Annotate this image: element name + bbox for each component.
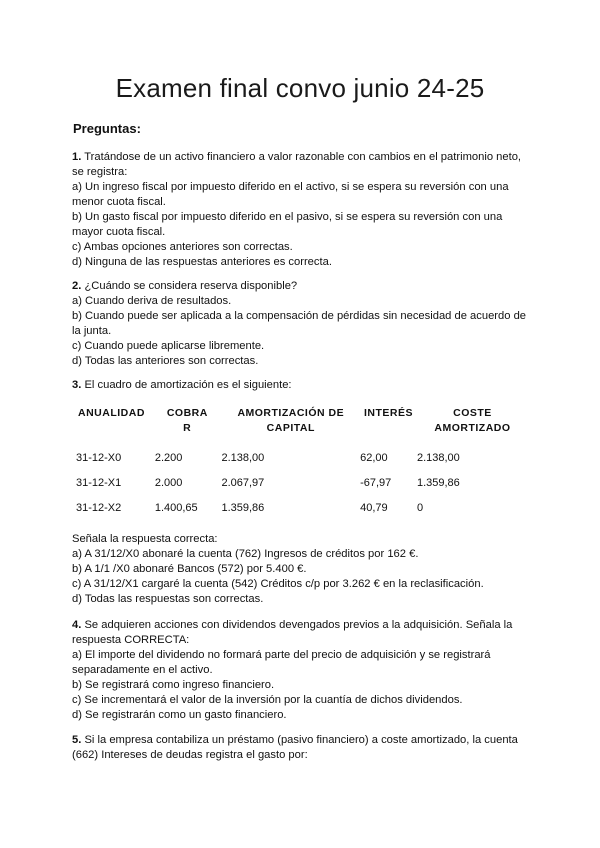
table-cell: 0 [416, 501, 424, 514]
question-text: El cuadro de amortización es el siguiente: [84, 379, 292, 391]
question-number: 4. [72, 619, 82, 631]
answer-option-c: c) Ambas opciones anteriores son correctas. [72, 241, 293, 253]
answer-option-b: b) Un gasto fiscal por impuesto diferido en el pasivo, si se espera su reversión con una mayor cuota fiscal. [72, 211, 503, 238]
question-number: 2. [72, 280, 82, 292]
table-cell: 1.359,86 [221, 501, 265, 514]
answer-option-a: a) El importe del dividendo no formará parte del precio de adquisición y se registrará separadamente en el activo. [72, 649, 491, 676]
table-cell: 31-12-X1 [76, 476, 122, 489]
column-header: ANUALIDAD [78, 407, 145, 419]
table-cell: 62,00 [360, 451, 388, 464]
answer-option-d: d) Ninguna de las respuestas anteriores es correcta. [72, 256, 332, 268]
exam-title: Examen final convo junio 24-25 [115, 73, 485, 103]
question-text: ¿Cuándo se considera reserva disponible? [84, 280, 298, 292]
question-3 [72, 378, 528, 393]
column-header: INTERÉS [364, 407, 414, 419]
answer-option-d: d) Todas las anteriores son correctas. [72, 355, 259, 367]
question-3-options [72, 532, 528, 607]
answer-option-b: b) A 1/1 /X0 abonaré Bancos (572) por 5.400 €. [72, 563, 307, 575]
table-cell: 2.138,00 [221, 451, 265, 464]
table-header-row [72, 406, 528, 436]
answer-option-a: a) A 31/12/X0 abonaré la cuenta (762) Ingresos de créditos por 162 €. [72, 548, 419, 560]
column-header: COBRA R [166, 407, 208, 434]
question-number: 3. [72, 379, 82, 391]
question-text: Si la empresa contabiliza un préstamo (pasivo financiero) a coste amortizado, la cuenta (662) Intereses de deudas registra el gasto por: [72, 734, 518, 761]
table-cell: 40,79 [360, 501, 388, 514]
question-1 [72, 150, 528, 270]
amortization-table [72, 406, 528, 520]
table-row [72, 495, 528, 520]
table-cell: 31-12-X2 [76, 501, 122, 514]
column-header: COSTE AMORTIZADO [434, 407, 511, 434]
question-number: 1. [72, 151, 82, 163]
question-text: Tratándose de un activo financiero a valor razonable con cambios en el patrimonio neto, se registra: [72, 151, 522, 178]
question-4 [72, 618, 528, 723]
question-text: Se adquieren acciones con dividendos devengados previos a la adquisición. Señala la respuesta CORRECTA: [72, 619, 513, 646]
questions-heading: Preguntas: [73, 121, 141, 136]
question-5 [72, 733, 528, 763]
answer-option-c: c) Se incrementará el valor de la inversión por la cuantía de dichos dividendos. [72, 694, 463, 706]
question-number: 5. [72, 734, 82, 746]
table-cell: 2.000 [154, 476, 183, 489]
table-cell: 2.200 [154, 451, 183, 464]
table-cell: -67,97 [360, 476, 392, 489]
answer-option-a: a) Cuando deriva de resultados. [72, 295, 232, 307]
table-row [72, 470, 528, 495]
answer-option-b: b) Cuando puede ser aplicada a la compensación de pérdidas sin necesidad de acuerdo de la junta. [72, 310, 527, 337]
table-cell: 2.138,00 [416, 451, 460, 464]
table-cell: 31-12-X0 [76, 451, 122, 464]
answer-option-b: b) Se registrará como ingreso financiero. [72, 679, 275, 691]
table-cell: 1.359,86 [416, 476, 460, 489]
question-prompt: Señala la respuesta correcta: [72, 533, 218, 545]
answer-option-c: c) Cuando puede aplicarse libremente. [72, 340, 265, 352]
table-row [72, 445, 528, 470]
column-header: AMORTIZACIÓN DE CAPITAL [237, 407, 345, 434]
answer-option-a: a) Un ingreso fiscal por impuesto diferido en el activo, si se espera su reversión con una menor cuota fiscal. [72, 181, 509, 208]
question-2 [72, 279, 528, 369]
table-cell: 2.067,97 [221, 476, 265, 489]
answer-option-c: c) A 31/12/X1 cargaré la cuenta (542) Créditos c/p por 3.262 € en la reclasificación. [72, 578, 484, 590]
table-cell: 1.400,65 [154, 501, 198, 514]
answer-option-d: d) Todas las respuestas son correctas. [72, 593, 264, 605]
answer-option-d: d) Se registrarán como un gasto financiero. [72, 709, 287, 721]
